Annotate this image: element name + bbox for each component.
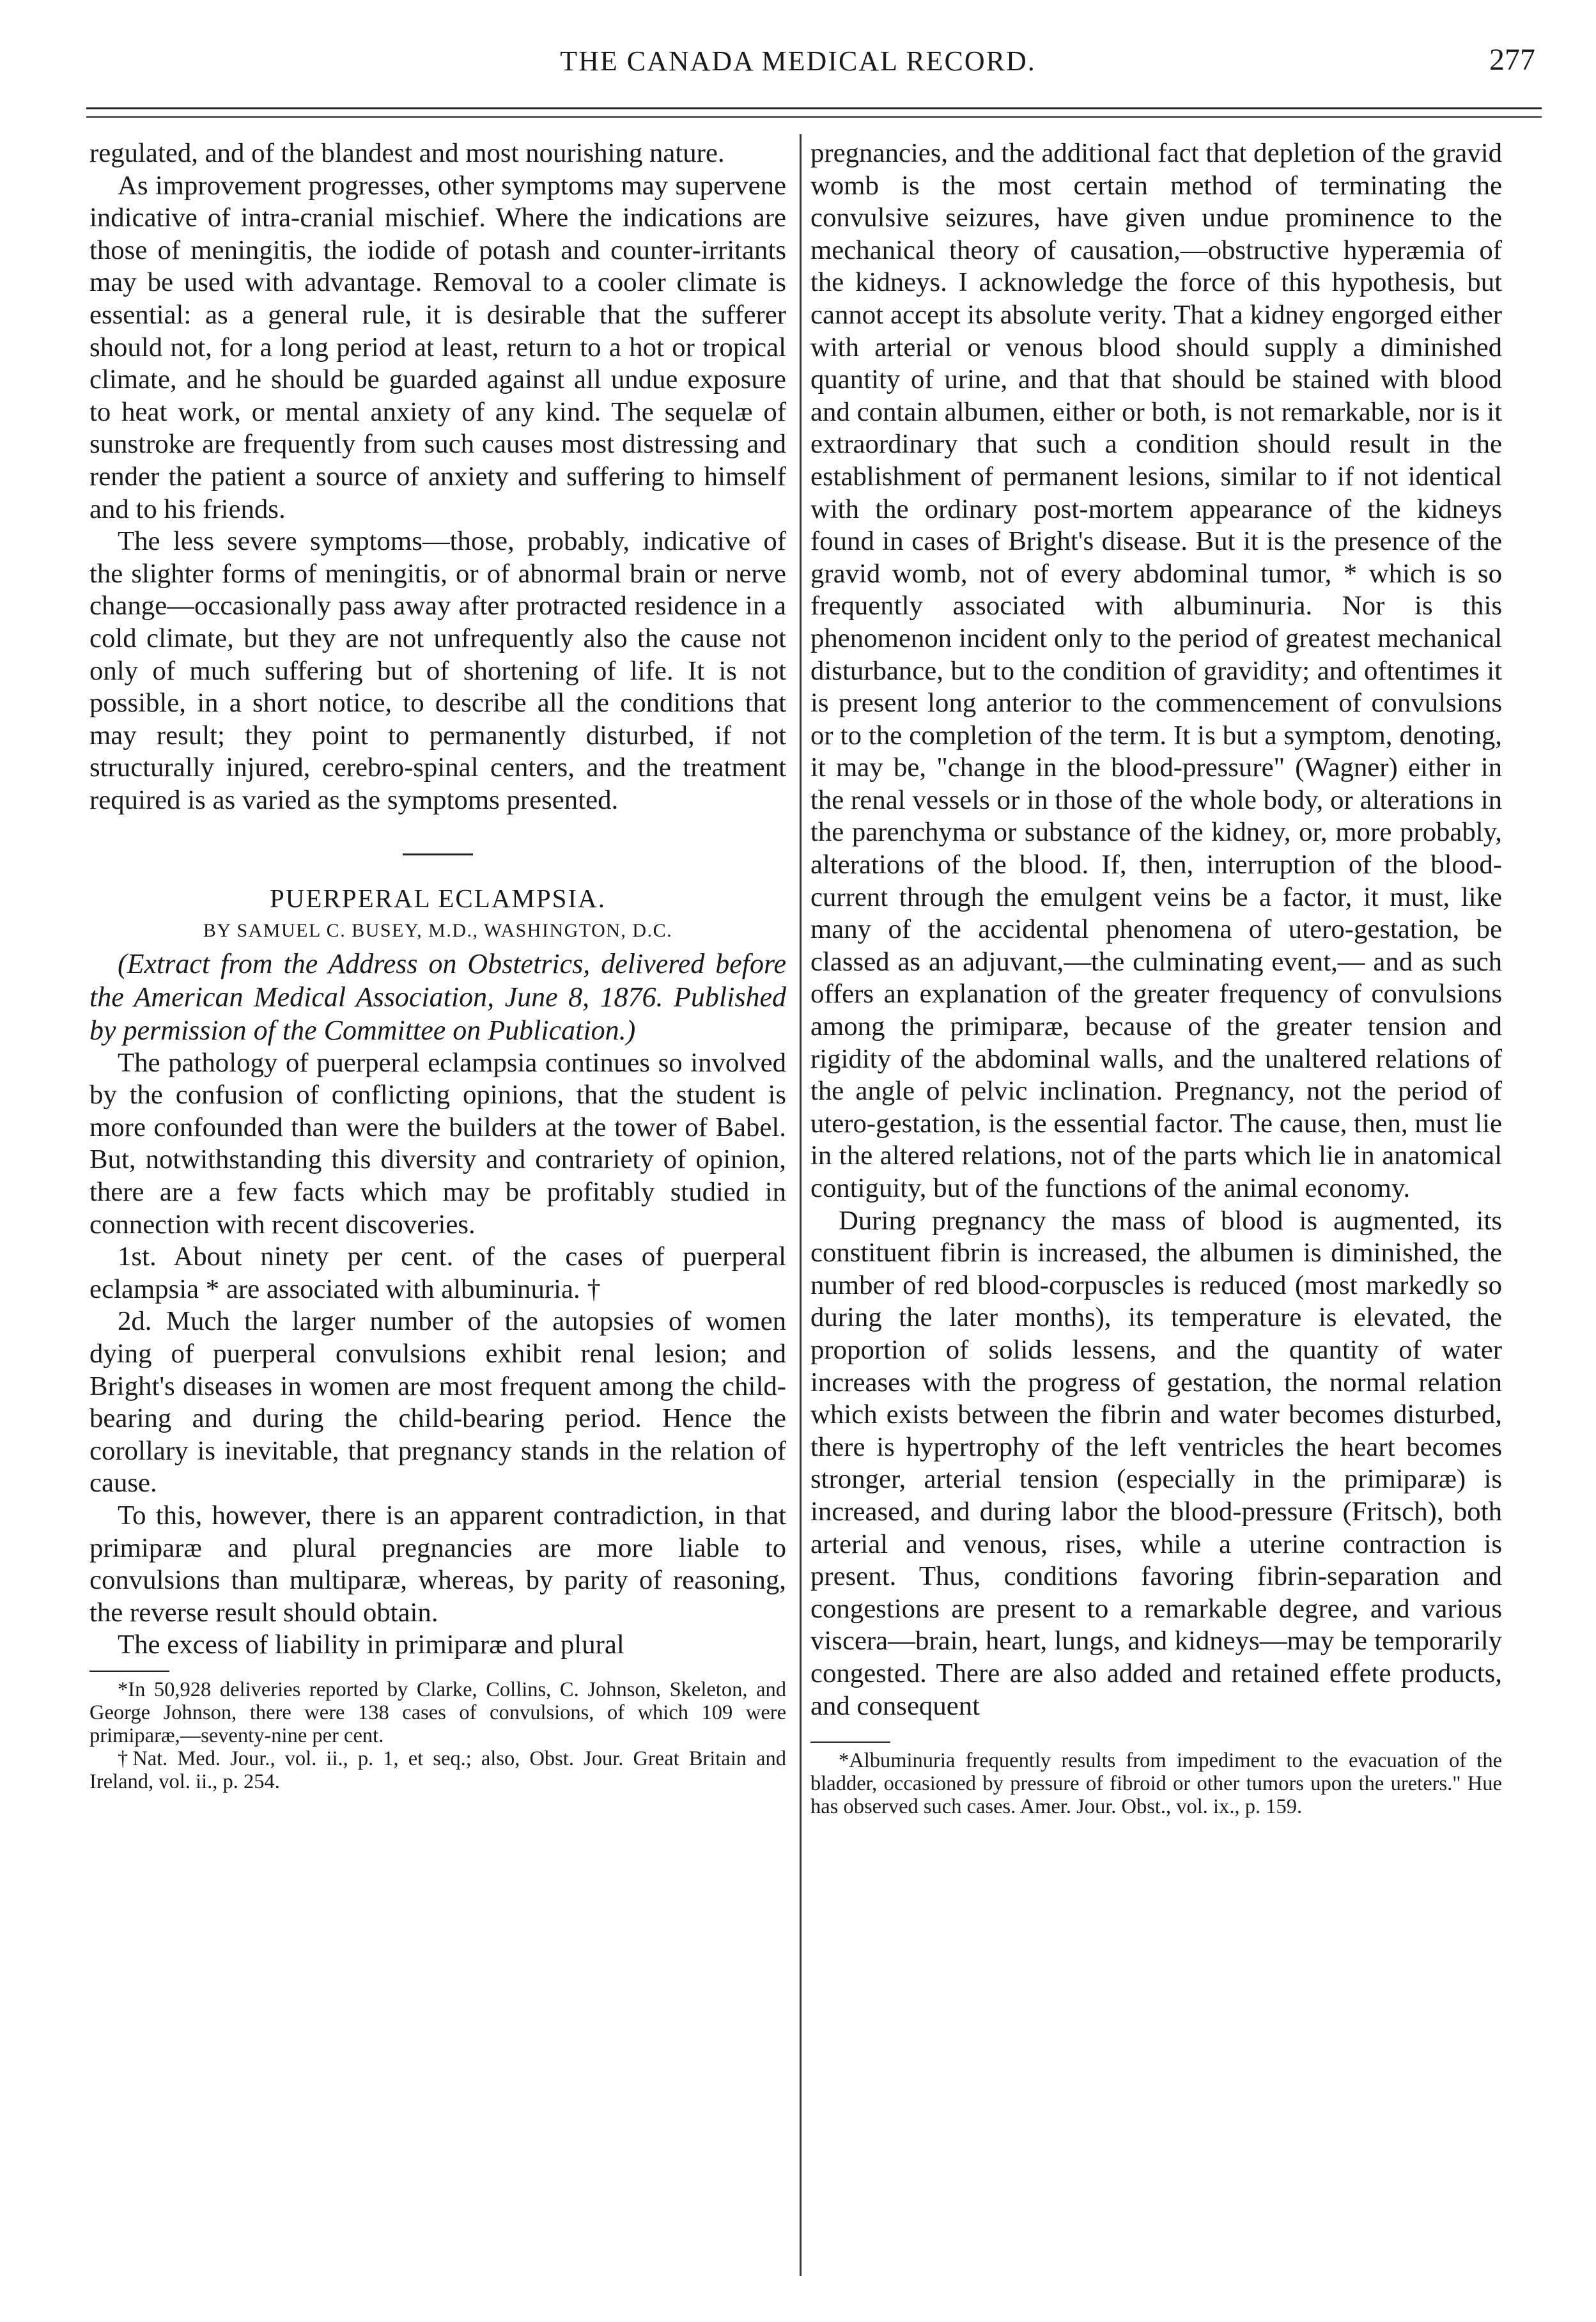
running-title: THE CANADA MEDICAL RECORD. <box>560 45 1036 77</box>
paragraph: To this, however, there is an apparent contradiction, in that primiparæ and plural pregnancies are more liable to convulsions than multiparæ, whereas, by parity of reasoning, the reverse result should obtain. <box>89 1500 786 1628</box>
paragraph: pregnancies, and the additional fact that depletion of the gravid womb is the most certain method of terminating the convulsive seizures, have given undue prominence to the mechanical theory of causation,—obstructive hyperæmia of the kidneys. I acknowledge the force of this hypothesis, but cannot accept its absolute verity. That a kidney engorged either with arterial or venous blood should supply a diminished quantity of urine, and that that should be stained with blood and contain albumen, either or both, is not remarkable, nor is it extraordinary that such a condition should result in the establishment of permanent lesions, similar to if not identical with the ordinary post-mortem appearance of the kidneys found in cases of Bright's disease. But it is the presence of the gravid womb, not of every abdominal tumor, * which is so frequently associated with albuminuria. Nor is this phenomenon incident only to the period of greatest mechanical disturbance, but to the condition of gravidity; and oftentimes it is present long anterior to the commencement of convulsions or to the completion of the term. It is but a symptom, denoting, it may be, "change in the blood-pressure" (Wagner) either in the renal vessels or in those of the whole body, or alterations in the parenchyma or substance of the kidney, or, more probably, alterations of the blood. If, then, interruption of the blood-current through the emulgent veins be a factor, it must, like many of the accidental phenomena of utero-gestation, be classed as an adjuvant,—the culminating event,— and as such offers an explanation of the greater frequency of convulsions among the primiparæ, because of the greater tension and rigidity of the abdominal walls, and the unaltered relations of the angle of pelvic inclination. Pregnancy, not the period of utero-gestation, is the essential factor. The cause, then, must lie in the altered relations, not of the parts which lie in anatomical contiguity, but of the functions of the animal economy. <box>810 138 1502 1203</box>
paragraph: 2d. Much the larger number of the autopsies of women dying of puerperal convulsions exhibit renal lesion; and Bright's diseases in women are most frequent among the child-bearing and during the child-bearing period. Hence the corollary is inevitable, that pregnancy stands in the relation of cause. <box>89 1306 786 1499</box>
paragraph: During pregnancy the mass of blood is augmented, its constituent fibrin is increased, the albumen is diminished, the number of red blood-corpuscles is reduced (most markedly so during the later months), its temperature is elevated, the proportion of solids lessens, and the quantity of water increases with the progress of gestation, the normal relation which exists between the fibrin and water becomes disturbed, there is hypertrophy of the left ventricles the heart becomes stronger, arterial tension (especially in the primiparæ) is increased, and during labor the blood-pressure (Fritsch), both arterial and venous, rises, while a uterine contraction is present. Thus, conditions favoring fibrin-separation and congestions are present to a remarkable degree, and various viscera—brain, heart, lungs, and kidneys—may be temporarily congested. There are also added and retained effete products, and consequent <box>810 1205 1502 1721</box>
right-column <box>810 137 1502 2266</box>
footnote: †Nat. Med. Jour., vol. ii., p. 1, et seq.; also, Obst. Jour. Great Britain and Ireland, vol. ii., p. 254. <box>89 1747 786 1793</box>
section-divider <box>403 853 473 855</box>
paragraph: 1st. About ninety per cent. of the cases of puerperal eclampsia * are associated with albuminuria. † <box>89 1242 786 1304</box>
header-rule <box>86 107 1542 109</box>
footnote: *Albuminuria frequently results from impediment to the evacuation of the bladder, occasioned by pressure of fibroid or other tumors upon the ureters." Hue has observed such cases. Amer. Jour. Obst., vol. ix., p. 159. <box>810 1749 1502 1819</box>
header-rule-thin <box>86 116 1542 118</box>
paragraph: The excess of liability in primiparæ and plural <box>118 1630 624 1660</box>
paragraph: The pathology of puerperal eclampsia continues so involved by the confusion of conflicting opinions, that the student is more confounded than were the builders at the tower of Babel. But, notwithstanding this diversity and contrariety of opinion, there are a few facts which may be profitably studied in connection with recent discoveries. <box>89 1047 786 1240</box>
page-number: 277 <box>1489 43 1535 77</box>
footnote-rule <box>89 1671 169 1672</box>
article-byline: BY SAMUEL C. BUSEY, M.D., WASHINGTON, D.C. <box>203 920 673 942</box>
left-column <box>89 137 786 2266</box>
paragraph: As improvement progresses, other symptoms may supervene indicative of intra-cranial mischief. Where the indications are those of meningitis, the iodide of potash and counter-irritants may be used with advantage. Removal to a cooler climate is essential: as a general rule, it is desirable that the sufferer should not, for a long period at least, return to a hot or tropical climate, and he should be guarded against all undue exposure to heat work, or mental anxiety of any kind. The sequelæ of sunstroke are frequently from such causes most distressing and render the patient a source of anxiety and suffering to himself and to his friends. <box>89 170 786 524</box>
paragraph: The less severe symptoms—those, probably, indicative of the slighter forms of meningitis, or of abnormal brain or nerve change—occasionally pass away after protracted residence in a cold climate, but they are not unfrequently also the cause not only of much suffering but of shortening of life. It is not possible, in a short notice, to describe all the conditions that may result; they point to permanently disturbed, if not structurally injured, cerebro-spinal centers, and the treatment required is as varied as the symptoms presented. <box>89 526 786 815</box>
footnote: *In 50,928 deliveries reported by Clarke, Collins, C. Johnson, Skeleton, and George Johnson, there were 138 cases of convulsions, of which 109 were primiparæ,—seventy-nine per cent. <box>89 1678 786 1747</box>
footnote-rule <box>810 1741 890 1743</box>
paragraph: regulated, and of the blandest and most nourishing nature. <box>89 138 725 168</box>
article-title: PUERPERAL ECLAMPSIA. <box>270 884 606 914</box>
extract-note: (Extract from the Address on Obstetrics, delivered before the American Medical Association, June 8, 1876. Published by permission of the Committee on Publication.) <box>89 947 786 1046</box>
column-divider <box>800 134 802 2276</box>
